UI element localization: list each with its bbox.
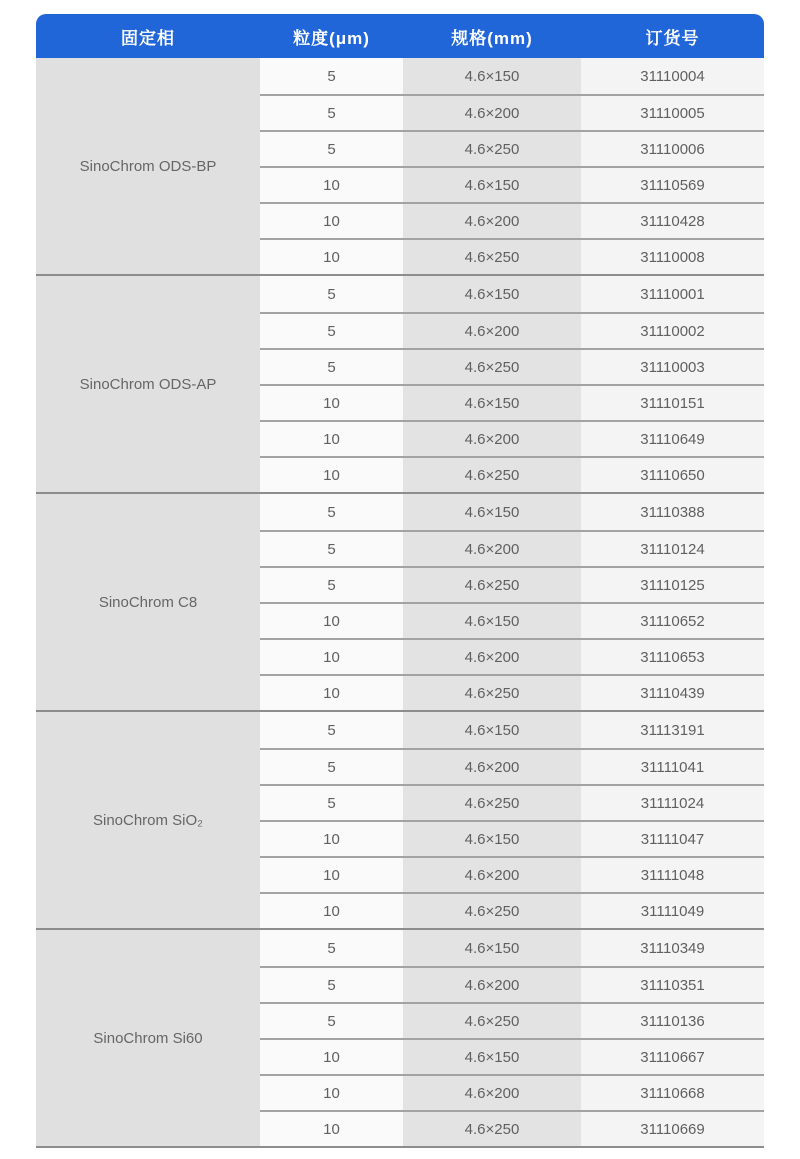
order-cell: 31110004 bbox=[581, 58, 764, 94]
spec-cell: 4.6×250 bbox=[403, 238, 581, 274]
spec-cell: 4.6×250 bbox=[403, 784, 581, 820]
size-cell: 5 bbox=[260, 312, 403, 348]
order-cell: 31110569 bbox=[581, 166, 764, 202]
spec-cell: 4.6×250 bbox=[403, 456, 581, 492]
spec-cell: 4.6×150 bbox=[403, 166, 581, 202]
spec-cell: 4.6×150 bbox=[403, 712, 581, 748]
size-cell: 5 bbox=[260, 566, 403, 602]
size-cell: 5 bbox=[260, 748, 403, 784]
order-cell: 31110136 bbox=[581, 1002, 764, 1038]
order-cell: 31113191 bbox=[581, 712, 764, 748]
spec-cell: 4.6×250 bbox=[403, 348, 581, 384]
size-cell: 5 bbox=[260, 930, 403, 966]
size-cell: 10 bbox=[260, 892, 403, 928]
header-cell-order-number: 订货号 bbox=[645, 28, 700, 48]
order-cell: 31110388 bbox=[581, 494, 764, 530]
size-cell: 5 bbox=[260, 348, 403, 384]
spec-cell: 4.6×150 bbox=[403, 58, 581, 94]
order-cell: 31110653 bbox=[581, 638, 764, 674]
size-cell: 10 bbox=[260, 456, 403, 492]
size-cell: 10 bbox=[260, 638, 403, 674]
size-cell: 5 bbox=[260, 494, 403, 530]
spec-cell: 4.6×150 bbox=[403, 494, 581, 530]
size-cell: 10 bbox=[260, 1074, 403, 1110]
size-cell: 5 bbox=[260, 1002, 403, 1038]
size-cell: 10 bbox=[260, 856, 403, 892]
size-cell: 10 bbox=[260, 166, 403, 202]
header-cell-stationary-phase: 固定相 bbox=[121, 28, 175, 48]
spec-cell: 4.6×250 bbox=[403, 130, 581, 166]
table-body bbox=[36, 58, 764, 1148]
order-cell: 31110667 bbox=[581, 1038, 764, 1074]
spec-cell: 4.6×200 bbox=[403, 94, 581, 130]
spec-cell: 4.6×200 bbox=[403, 966, 581, 1002]
product-table bbox=[36, 14, 764, 1148]
phase-cell: SinoChrom C8 bbox=[36, 494, 260, 710]
size-cell: 5 bbox=[260, 712, 403, 748]
spec-cell: 4.6×200 bbox=[403, 202, 581, 238]
order-cell: 31110668 bbox=[581, 1074, 764, 1110]
size-cell: 5 bbox=[260, 130, 403, 166]
product-group bbox=[36, 710, 764, 928]
order-cell: 31110351 bbox=[581, 966, 764, 1002]
spec-cell: 4.6×250 bbox=[403, 674, 581, 710]
size-cell: 10 bbox=[260, 1038, 403, 1074]
spec-cell: 4.6×150 bbox=[403, 276, 581, 312]
size-cell: 5 bbox=[260, 276, 403, 312]
spec-cell: 4.6×250 bbox=[403, 566, 581, 602]
order-cell: 31110439 bbox=[581, 674, 764, 710]
order-cell: 31110652 bbox=[581, 602, 764, 638]
table-header-row bbox=[36, 14, 764, 58]
size-cell: 10 bbox=[260, 238, 403, 274]
size-cell: 10 bbox=[260, 1110, 403, 1146]
size-cell: 5 bbox=[260, 94, 403, 130]
product-group bbox=[36, 274, 764, 492]
spec-cell: 4.6×200 bbox=[403, 530, 581, 566]
spec-cell: 4.6×250 bbox=[403, 1110, 581, 1146]
order-cell: 31110006 bbox=[581, 130, 764, 166]
order-cell: 31110125 bbox=[581, 566, 764, 602]
product-group bbox=[36, 928, 764, 1146]
size-cell: 5 bbox=[260, 530, 403, 566]
spec-cell: 4.6×200 bbox=[403, 638, 581, 674]
product-group bbox=[36, 492, 764, 710]
order-cell: 31110124 bbox=[581, 530, 764, 566]
size-cell: 10 bbox=[260, 202, 403, 238]
spec-cell: 4.6×150 bbox=[403, 930, 581, 966]
spec-cell: 4.6×200 bbox=[403, 748, 581, 784]
spec-cell: 4.6×250 bbox=[403, 1002, 581, 1038]
header-cell-specification: 规格(mm) bbox=[451, 28, 533, 48]
order-cell: 31111041 bbox=[581, 748, 764, 784]
size-cell: 5 bbox=[260, 58, 403, 94]
order-cell: 31110669 bbox=[581, 1110, 764, 1146]
spec-cell: 4.6×150 bbox=[403, 384, 581, 420]
order-cell: 31110008 bbox=[581, 238, 764, 274]
phase-cell: SinoChrom ODS-BP bbox=[36, 58, 260, 274]
spec-cell: 4.6×200 bbox=[403, 1074, 581, 1110]
size-cell: 10 bbox=[260, 674, 403, 710]
size-cell: 5 bbox=[260, 784, 403, 820]
order-cell: 31110151 bbox=[581, 384, 764, 420]
order-cell: 31110349 bbox=[581, 930, 764, 966]
spec-cell: 4.6×200 bbox=[403, 856, 581, 892]
product-group bbox=[36, 58, 764, 274]
header-cell-particle-size: 粒度(μm) bbox=[293, 28, 370, 48]
phase-cell: SinoChrom Si60 bbox=[36, 930, 260, 1146]
order-cell: 31110001 bbox=[581, 276, 764, 312]
size-cell: 10 bbox=[260, 420, 403, 456]
spec-cell: 4.6×200 bbox=[403, 420, 581, 456]
order-cell: 31110003 bbox=[581, 348, 764, 384]
order-cell: 31110005 bbox=[581, 94, 764, 130]
phase-cell: SinoChrom SiO₂ bbox=[36, 712, 260, 928]
size-cell: 10 bbox=[260, 602, 403, 638]
spec-cell: 4.6×150 bbox=[403, 602, 581, 638]
spec-cell: 4.6×200 bbox=[403, 312, 581, 348]
spec-cell: 4.6×250 bbox=[403, 892, 581, 928]
order-cell: 31111048 bbox=[581, 856, 764, 892]
size-cell: 10 bbox=[260, 384, 403, 420]
order-cell: 31111024 bbox=[581, 784, 764, 820]
order-cell: 31111049 bbox=[581, 892, 764, 928]
spec-cell: 4.6×150 bbox=[403, 820, 581, 856]
order-cell: 31110649 bbox=[581, 420, 764, 456]
size-cell: 5 bbox=[260, 966, 403, 1002]
order-cell: 31110428 bbox=[581, 202, 764, 238]
order-cell: 31110002 bbox=[581, 312, 764, 348]
spec-cell: 4.6×150 bbox=[403, 1038, 581, 1074]
order-cell: 31110650 bbox=[581, 456, 764, 492]
size-cell: 10 bbox=[260, 820, 403, 856]
phase-cell: SinoChrom ODS-AP bbox=[36, 276, 260, 492]
order-cell: 31111047 bbox=[581, 820, 764, 856]
